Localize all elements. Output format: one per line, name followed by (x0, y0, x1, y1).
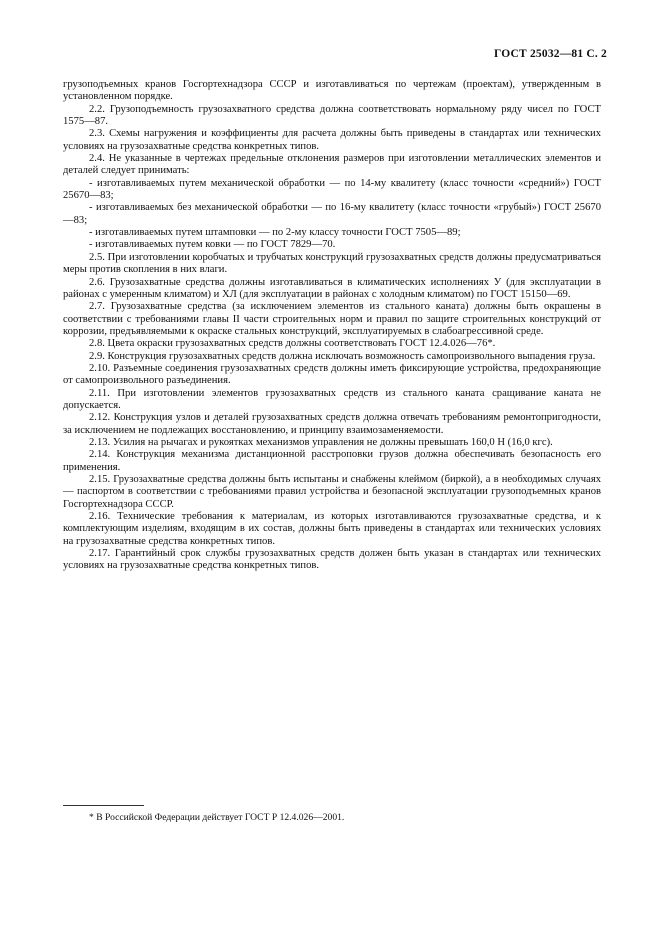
paragraph-2-14: 2.14. Конструкция механизма дистанционной расстроповки грузов должна обеспечивать безопасность его применения. (63, 449, 601, 473)
paragraph-2-10: 2.10. Разъемные соединения грузозахватных средств должны иметь фиксирующие устройства, предохраняющие от самопроизвольного разъединения. (63, 362, 601, 387)
footnote: * В Российской Федерации действует ГОСТ Р 12.4.026—2001. (89, 812, 345, 823)
paragraph-2-8: 2.8. Цвета окраски грузозахватных средств должны соответствовать ГОСТ 12.4.026—76*. (89, 338, 496, 350)
document-body (63, 79, 601, 573)
page-header: ГОСТ 25032—81 С. 2 (494, 48, 607, 60)
list-item-machined: - изготавливаемых путем механической обработки — по 14-му квалитету (класс точности «средний») ГОСТ 25670—83; (63, 177, 601, 202)
paragraph-2-17: 2.17. Гарантийный срок службы грузозахватных средств должен быть указан в стандартах или технических условиях на грузозахватные средства конкретных типов. (63, 548, 601, 572)
paragraph-2-7: 2.7. Грузозахватные средства (за исключением элементов из стального каната) должны быть окрашены в соответствии с требованиями главы II части строительных норм и правил по защите строительных конструкций от коррозии, предъявляемыми к окраске стальных конструкций, эксплуатируемых в слабоагрессивной среде. (63, 301, 601, 337)
paragraph-2-2: 2.2. Грузоподъемность грузозахватного средства должна соответствовать нормальному ряду чисел по ГОСТ 1575—87. (63, 103, 601, 128)
paragraph-2-15: 2.15. Грузозахватные средства должны быть испытаны и снабжены клеймом (биркой), а в необходимых случаях — паспортом в соответствии с требованиями правил устройства и безопасной эксплуатации грузоподъемных кранов Госгортехнадзора СССР. (63, 474, 601, 510)
paragraph-2-9: 2.9. Конструкция грузозахватных средств должна исключать возможность самопроизвольного выпадения груза. (89, 350, 596, 362)
paragraph-2-3: 2.3. Схемы нагружения и коэффициенты для расчета должны быть приведены в стандартах или технических условиях на грузозахватные средства конкретных типов. (63, 128, 601, 152)
footnote-divider (63, 805, 144, 806)
list-item-forged: - изготавливаемых путем ковки — по ГОСТ 7829—70. (89, 239, 336, 251)
paragraph-2-12: 2.12. Конструкция узлов и деталей грузозахватных средств должна отвечать требованиям ремонтопригодности, за исключением не подлежащих восстановлению, и принципу взаимозаменяемости. (63, 412, 601, 436)
list-item-unmachined: - изготавливаемых без механической обработки — по 16-му квалитету (класс точности «грубый») ГОСТ 25670—83; (63, 202, 601, 226)
paragraph-2-11: 2.11. При изготовлении элементов грузозахватных средств из стального каната сращивание каната не допускается. (63, 387, 601, 411)
list-item-stamped: - изготавливаемых путем штамповки — по 2-му классу точности ГОСТ 7505—89; (89, 227, 461, 239)
paragraph-continuation: грузоподъемных кранов Госгортехнадзора СССР и изготавливаться по чертежам (проектам), утвержденным в установленном порядке. (63, 79, 601, 103)
paragraph-2-13: 2.13. Усилия на рычагах и рукоятках механизмов управления не должны превышать 160,0 Н (16,0 кгс). (89, 436, 553, 448)
paragraph-2-4: 2.4. Не указанные в чертежах предельные отклонения размеров при изготовлении металлических элементов и деталей следует принимать: (63, 153, 601, 177)
paragraph-2-5: 2.5. При изготовлении коробчатых и трубчатых конструкций грузозахватных средств должны предусматриваться меры против скопления в них влаги. (63, 251, 601, 276)
paragraph-2-16: 2.16. Технические требования к материалам, из которых изготавливаются грузозахватные средства, и к комплектующим изделиям, входящим в их состав, должны быть приведены в стандартах или технических условиях на грузозахватные средства конкретных типов. (63, 511, 601, 547)
paragraph-2-6: 2.6. Грузозахватные средства должны изготавливаться в климатических исполнениях У (для эксплуатации в районах с умеренным климатом) и ХЛ (для эксплуатации в районах с холодным климатом) по ГОСТ 15150—69. (63, 276, 601, 300)
